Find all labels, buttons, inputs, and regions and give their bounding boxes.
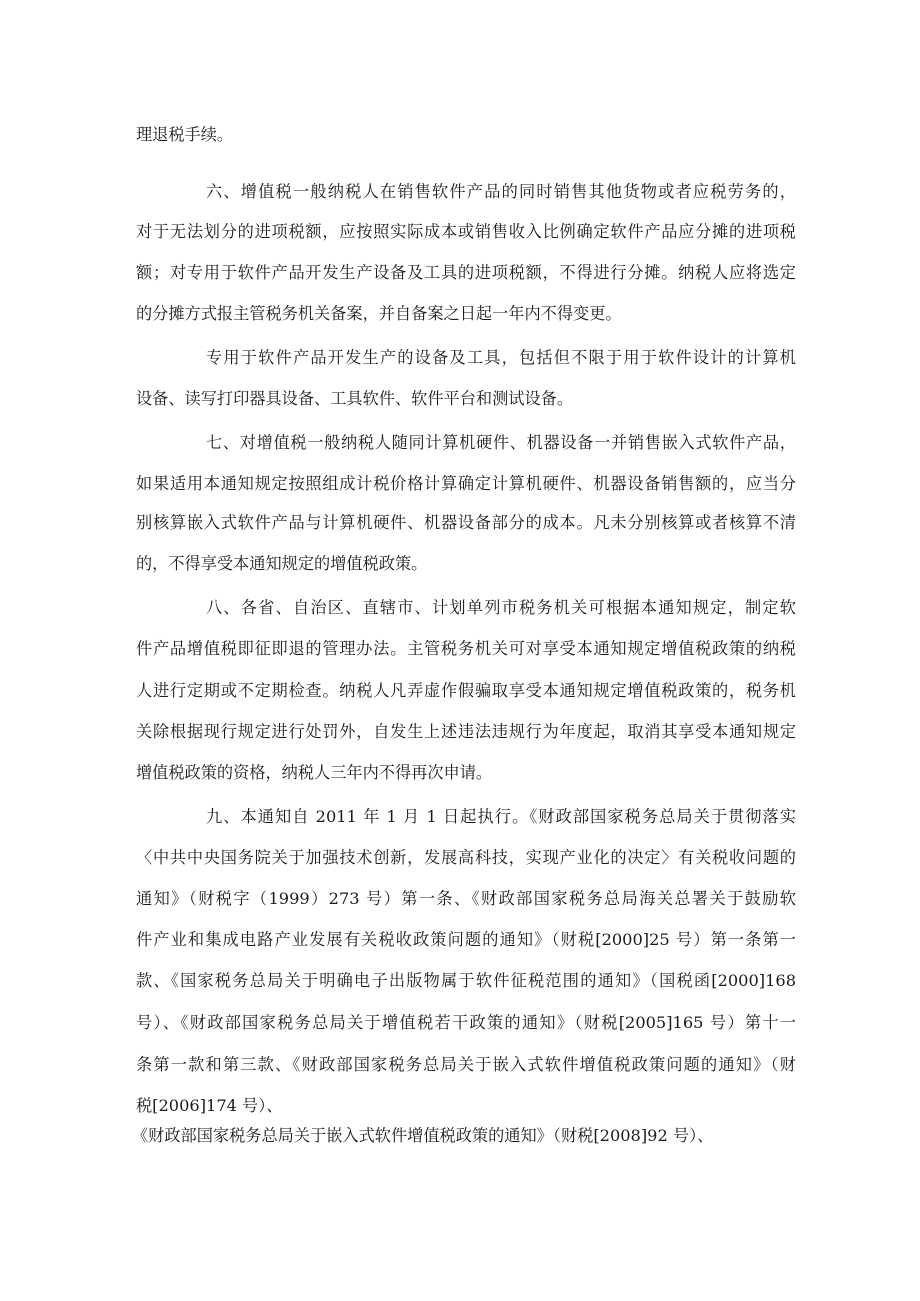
paragraph-7-line-1: 七、对增值税一般纳税人随同计算机硬件、机器设备一并销售嵌入式软件产品，: [206, 433, 796, 452]
text-line: 税[2006]174 号）、: [136, 1096, 283, 1115]
text-line: 条第一款和第三款、《财政部国家税务总局关于嵌入式软件增值税政策问题的通知》（财: [136, 1055, 796, 1074]
text-line: 理退税手续。: [136, 125, 234, 144]
text-line: 设备、读写打印器具设备、工具软件、软件平台和测试设备。: [136, 389, 574, 408]
text-line: 件产品增值税即征即退的管理办法。主管税务机关可对享受本通知规定增值税政策的纳税: [136, 639, 796, 658]
text-line: 关除根据现行规定进行处罚外，自发生上述违法违规行为年度起，取消其享受本通知规定: [136, 722, 796, 741]
text-line: 额；对专用于软件产品开发生产设备及工具的进项税额，不得进行分摊。纳税人应将选定: [136, 263, 796, 282]
text-line: 人进行定期或不定期检查。纳税人凡弄虚作假骗取享受本通知规定增值税政策的，税务机: [136, 681, 796, 700]
text-line: 的，不得享受本通知规定的增值税政策。: [136, 554, 428, 573]
text-line: 号）、《财政部国家税务总局关于增值税若干政策的通知》（财税[2005]165 号）第十一: [136, 1013, 796, 1032]
text-line: 〈中共中央国务院关于加强技术创新，发展高科技，实现产业化的决定〉有关税收问题的: [136, 848, 796, 867]
text-line: 的分摊方式报主管税务机关备案，并自备案之日起一年内不得变更。: [136, 304, 622, 323]
text-line: 对于无法划分的进项税额，应按照实际成本或销售收入比例确定软件产品应分摊的进项税: [136, 222, 796, 241]
text-line: 《财政部国家税务总局关于嵌入式软件增值税政策的通知》（财税[2008]92 号）、: [132, 1126, 714, 1145]
paragraph-6-line-1: 六、增值税一般纳税人在销售软件产品的同时销售其他货物或者应税劳务的，: [206, 182, 796, 201]
paragraph-8-line-1: 八、各省、自治区、直辖市、计划单列市税务机关可根据本通知规定，制定软: [206, 598, 796, 617]
text-line: 别核算嵌入式软件产品与计算机硬件、机器设备部分的成本。凡未分别核算或者核算不清: [136, 513, 796, 532]
text-line: 款、《国家税务总局关于明确电子出版物属于软件征税范围的通知》（国税函[2000]168: [136, 971, 796, 990]
text-line: 如果适用本通知规定按照组成计税价格计算确定计算机硬件、机器设备销售额的，应当分: [136, 474, 796, 493]
text-line: 件产业和集成电路产业发展有关税收政策问题的通知》（财税[2000]25 号）第一条第一: [136, 930, 796, 949]
paragraph-9-line-1: 九、本通知自 2011 年 1 月 1 日起执行。《财政部国家税务总局关于贯彻落实: [206, 807, 796, 826]
paragraph-equipment-line-1: 专用于软件产品开发生产的设备及工具，包括但不限于用于软件设计的计算机: [206, 348, 796, 367]
text-line: 增值税政策的资格，纳税人三年内不得再次申请。: [136, 763, 493, 782]
text-line: 通知》（财税字（1999）273 号）第一条、《财政部国家税务总局海关总署关于鼓励软: [136, 889, 796, 908]
